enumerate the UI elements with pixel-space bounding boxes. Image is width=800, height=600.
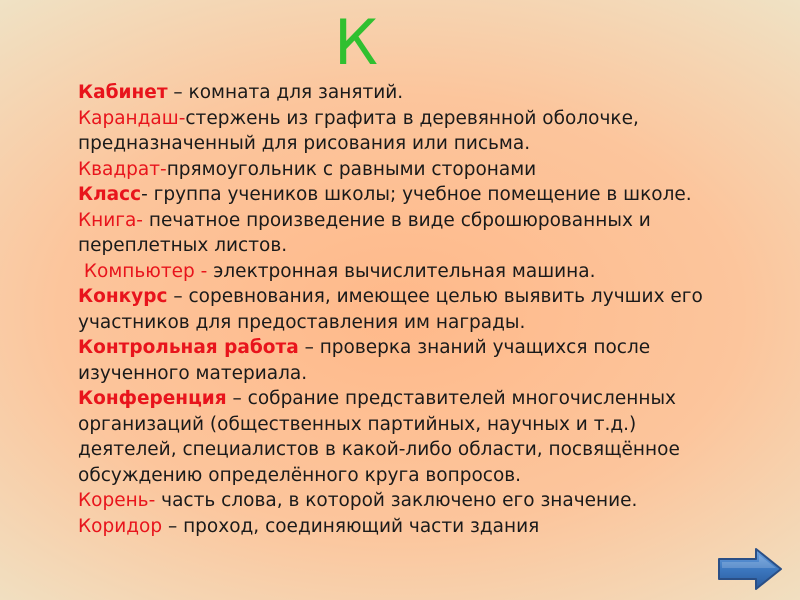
entry-term: Конференция [78, 388, 227, 409]
entry-line [78, 488, 778, 514]
entry-definition: – комната для занятий. [167, 82, 404, 103]
entry-koridor [78, 514, 778, 540]
entry-line [78, 386, 778, 412]
entry-line [78, 335, 778, 361]
entry-kontrolnaya-rabota [78, 335, 778, 386]
entry-continuation: деятелей, специалистов в какой-либо области, посвящённое [78, 439, 680, 460]
entry-term: Книга- [78, 209, 143, 231]
entry-line [78, 80, 778, 106]
entry-term: Коридор [78, 515, 163, 537]
entry-kompyuter [78, 259, 778, 285]
entry-line [78, 284, 778, 310]
entry-konkurs [78, 284, 778, 335]
entry-line [78, 106, 778, 132]
entry-line [78, 182, 778, 208]
entry-definition: – проверка знаний учащихся после [298, 337, 651, 358]
entry-definition: стержень из графита в деревянной оболочке, [185, 107, 639, 129]
entry-term: Конкурс [78, 286, 168, 307]
entry-continuation: организаций (общественных партийных, научных и т.д.) [78, 413, 637, 435]
entry-continuation: обсуждению определённого круга вопросов. [78, 464, 522, 486]
entry-karandash [78, 106, 778, 157]
entry-konferentsiya [78, 386, 778, 488]
entry-kabinet [78, 80, 778, 106]
entry-line [78, 259, 778, 285]
entry-line [78, 208, 778, 234]
entry-term: Квадрат- [78, 158, 167, 180]
entry-definition: – соревнования, имеющее целью выявить лучших его [167, 286, 703, 307]
entry-koren [78, 488, 778, 514]
entry-term: Карандаш- [78, 107, 186, 129]
entry-line [78, 514, 778, 540]
entry-definition: печатное произведение в виде сброшюрованных и [143, 209, 651, 231]
entry-continuation: участников для предоставления им награды. [78, 311, 526, 333]
definitions-list [78, 80, 778, 539]
entry-term: Контрольная работа [78, 337, 299, 358]
entry-definition: - группа учеников школы; учебное помещение в школе. [141, 184, 692, 205]
entry-definition: часть слова, в которой заключено его значение. [155, 490, 638, 511]
right-arrow-icon [716, 546, 784, 592]
entry-kvadrat [78, 157, 778, 183]
entry-continuation: переплетных листов. [78, 235, 288, 256]
entry-term: Кабинет [78, 82, 168, 103]
entry-term: Компьютер - [78, 260, 208, 282]
entry-klass [78, 182, 778, 208]
entry-definition: – собрание представителей многочисленных [226, 388, 677, 409]
page-heading-letter: К [334, 6, 379, 79]
entry-definition: электронная вычислительная машина. [207, 260, 596, 282]
entry-term: Корень- [78, 490, 156, 511]
next-slide-button[interactable] [716, 546, 784, 592]
entry-continuation: изученного материала. [78, 362, 308, 384]
entry-term: Класс [78, 184, 142, 205]
entry-continuation: предназначенный для рисования или письма. [78, 133, 531, 154]
entry-definition: прямоугольник с равными сторонами [166, 158, 537, 180]
entry-line [78, 157, 778, 183]
entry-kniga [78, 208, 778, 259]
entry-definition: – проход, соединяющий части здания [162, 515, 540, 537]
